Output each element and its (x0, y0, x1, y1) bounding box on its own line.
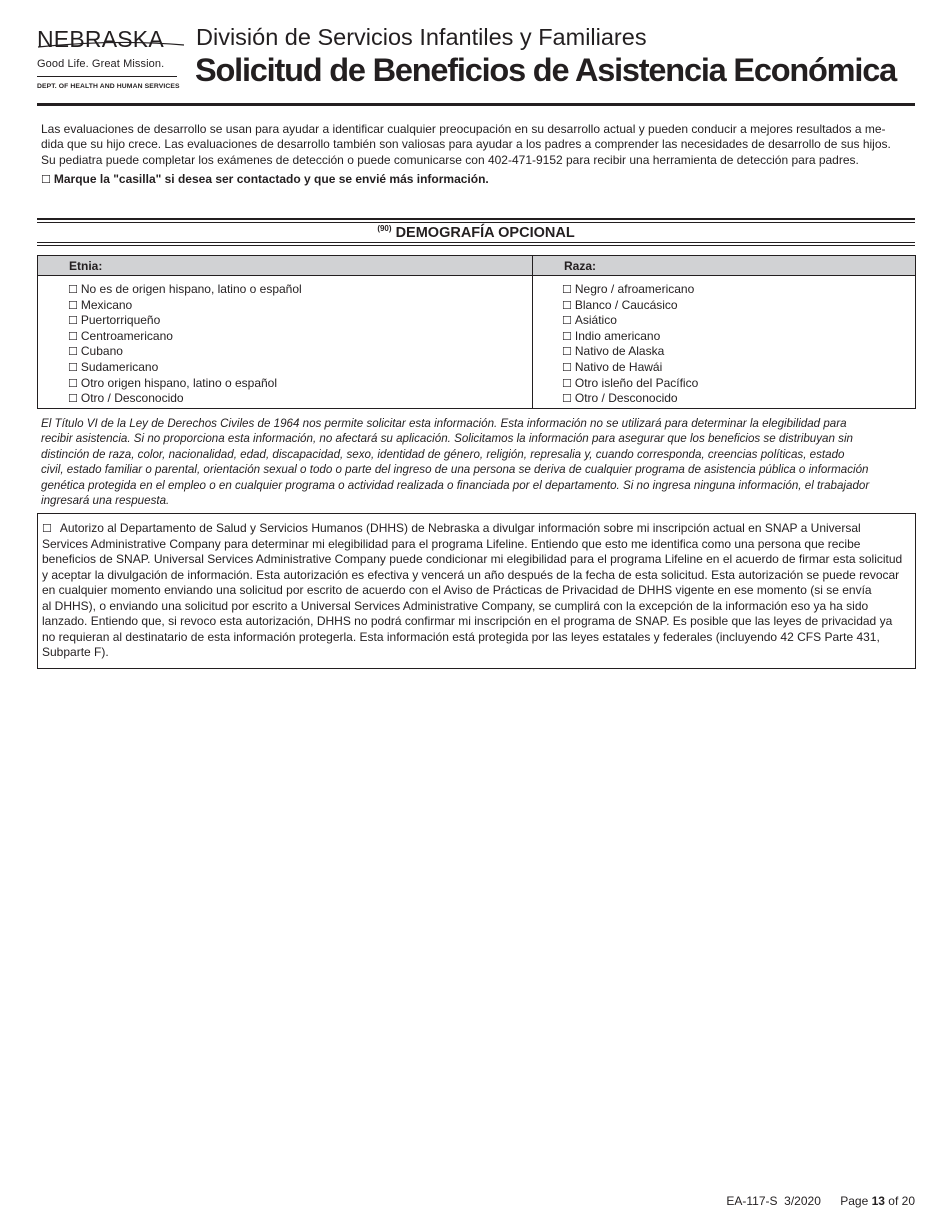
disclaimer-line: recibir asistencia. Si no proporciona esta información, no afectará su aplicación. Solicitamos la información para asegurar que los beneficios se distribuyan sin (41, 432, 853, 446)
page-header (37, 22, 915, 106)
authorization-line: Services Administrative Company para determinar mi elegibilidad para el programa Lifeline. Entiendo que esto me identifica como una persona que recibe (42, 536, 861, 551)
page-total: of 20 (888, 1194, 915, 1208)
checkbox[interactable]: ☐ (68, 298, 78, 312)
checkbox[interactable]: ☐ (562, 298, 572, 312)
checkbox[interactable]: ☐ (68, 283, 78, 296)
logo-tagline: Good Life. Great Mission. (37, 58, 165, 70)
option-label: Sudamericano (80, 359, 159, 374)
form-date: 3/2020 (784, 1194, 821, 1208)
authorization-line: al DHHS), o enviando una solicitud por escrito a Universal Services Administrative Company, se cumplirá con la excepción de la información eso ya ha sido (42, 598, 869, 613)
checkbox[interactable]: ☐ (68, 376, 78, 390)
option-label: Otro / Desconocido (574, 391, 678, 406)
option-label: Cubano (80, 344, 123, 359)
race-option[interactable] (562, 360, 698, 376)
option-label: Nativo de Hawái (574, 359, 663, 374)
checkbox[interactable]: ☐ (562, 376, 572, 390)
checkbox[interactable]: ☐ (68, 392, 78, 406)
disclaimer-line: civil, estado familiar o parental, orientación sexual o todo o parte del ingreso de una persona se deriva de cualquier programa de asistencia pública o información (41, 463, 869, 477)
race-option[interactable] (562, 313, 698, 329)
ethnicity-option[interactable] (68, 282, 302, 298)
race-option[interactable] (562, 344, 698, 360)
ethnicity-option[interactable] (68, 329, 302, 345)
authorization-line: Subparte F). (42, 645, 109, 659)
disclaimer-line: distinción de raza, color, nacionalidad, edad, discapacidad, sexo, identidad de género, religión, represalia y, cuando corresponda, creencias políticas, estado (41, 447, 845, 461)
ethnicity-option[interactable] (68, 344, 302, 360)
section-title (37, 224, 915, 241)
logo-divider (37, 76, 177, 77)
civil-rights-disclaimer (41, 416, 913, 508)
page-number: 13 (871, 1194, 885, 1208)
ethnicity-header: Etnia: (38, 256, 532, 276)
race-header: Raza: (532, 256, 915, 276)
ethnicity-option[interactable] (68, 313, 302, 329)
intro-line: Su pediatra puede completar los exámenes de detección o puede comunicarse con 402-471-9152 para recibir una herramienta de detección para padres. (41, 152, 859, 167)
checkbox[interactable]: ☐ (562, 283, 572, 296)
option-label: Blanco / Caucásico (574, 297, 678, 312)
page-prefix: Page (840, 1194, 869, 1208)
section-rule-bottom-thin (37, 245, 915, 246)
checkbox[interactable]: ☐ (68, 314, 78, 328)
authorization-line: y aceptar la divulgación de información. Esta autorización es efectiva y vencerá un año después de la fecha de esta solicitud. Esta autorización se puede revocar (42, 567, 900, 582)
option-label: Mexicano (80, 297, 133, 312)
option-label: Nativo de Alaska (574, 344, 665, 359)
form-id: EA-117-S (726, 1194, 778, 1208)
ethnicity-option[interactable] (68, 298, 302, 314)
contact-checkbox-row[interactable] (41, 172, 489, 186)
disclaimer-line: El Título VI de la Ley de Derechos Civiles de 1964 nos permite solicitar esta información. Esta información no se utilizará para determinar la elegibilidad para (41, 417, 847, 430)
intro-line: Las evaluaciones de desarrollo se usan para ayudar a identificar cualquier preocupación en su desarrollo actual y pueden conducir a mejores resultados a me- (41, 122, 886, 136)
authorization-text: Autorizo al Departamento de Salud y Servicios Humanos (DHHS) de Nebraska a divulgar información sobre mi inscripción actual en SNAP a Universal (59, 521, 861, 535)
ethnicity-option[interactable] (68, 376, 302, 392)
disclaimer-line: genética protegida en el empleo o en cualquier programa o actividad realizada o financiada por el departamento. Si no ingresa ninguna información, el trabajador (41, 478, 870, 492)
header-divider (37, 103, 915, 106)
column-divider (532, 276, 533, 409)
page-title: Solicitud de Beneficios de Asistencia Económica (195, 52, 896, 88)
intro-paragraph (41, 122, 911, 168)
division-name: División de Servicios Infantiles y Familiares (196, 24, 647, 50)
ethnicity-options (68, 282, 302, 407)
option-label: Negro / afroamericano (574, 282, 695, 296)
option-label: Otro / Desconocido (80, 391, 184, 406)
option-label: Otro isleño del Pacífico (574, 375, 699, 390)
nebraska-dhhs-logo (37, 26, 185, 96)
checkbox[interactable]: ☐ (562, 329, 572, 343)
option-label: Centroamericano (80, 328, 173, 343)
contact-checkbox-label: Marque la "casilla" si desea ser contactado y que se envié más información. (53, 172, 489, 186)
checkbox[interactable]: ☐ (562, 345, 572, 359)
disclaimer-line: ingresará una respuesta. (41, 494, 170, 508)
authorization-line: en cualquier momento enviando una solicitud por escrito de acuerdo con el Aviso de Prácticas de Privacidad de DHHS vigente en ese momento (si se envía (42, 583, 872, 597)
checkbox[interactable]: ☐ (68, 360, 78, 374)
option-label: Asiático (574, 313, 617, 328)
section-number: (90) (377, 224, 392, 233)
checkbox[interactable]: ☐ (562, 314, 572, 328)
option-label: Puertorriqueño (80, 313, 161, 328)
page-footer (726, 1194, 915, 1208)
contact-checkbox[interactable]: ☐ (41, 173, 51, 186)
option-label: No es de origen hispano, latino o español (80, 282, 302, 296)
race-option[interactable] (562, 329, 698, 345)
section-rule-top (37, 218, 915, 220)
option-label: Indio americano (574, 328, 661, 343)
checkbox[interactable]: ☐ (562, 360, 572, 374)
logo-wordmark: NEBRASKA (37, 26, 164, 52)
checkbox[interactable]: ☐ (562, 392, 572, 406)
checkbox[interactable]: ☐ (68, 345, 78, 359)
authorization-line: beneficios de SNAP. Universal Services Administrative Company puede condicionar mi elegibilidad para el programa Lifeline en el acuerdo de firmar esta solicitud (42, 552, 903, 566)
intro-line: dida que su hijo crece. Las evaluaciones de desarrollo también son valiosas para ayudar a los padres a comprender las necesidades de desarrollo de sus hijos. (41, 137, 891, 152)
logo-department: DEPT. OF HEALTH AND HUMAN SERVICES (37, 83, 180, 90)
section-title-text: DEMOGRAFÍA OPCIONAL (395, 225, 575, 241)
logo-swoosh-icon (37, 26, 187, 56)
race-option[interactable] (562, 282, 698, 298)
section-rule-bottom (37, 242, 915, 243)
authorization-line: lanzado. Entiendo que, si revoco esta autorización, DHHS no podrá confirmar mi inscripción en el programa de SNAP. Es posible que las leyes de privacidad ya (42, 614, 893, 628)
race-option[interactable] (562, 391, 698, 407)
checkbox[interactable]: ☐ (68, 329, 78, 343)
authorization-line (42, 521, 911, 537)
ethnicity-option[interactable] (68, 391, 302, 407)
section-rule-top-thin (37, 222, 915, 223)
ethnicity-option[interactable] (68, 360, 302, 376)
option-label: Otro origen hispano, latino o español (80, 375, 278, 390)
authorization-line: no requieran al destinatario de esta información protegerla. Esta información está protegida por las leyes estatales y federales (incluyendo 42 CFS Parte 431, (42, 629, 880, 644)
authorization-checkbox[interactable]: ☐ (42, 522, 52, 535)
race-options (562, 282, 698, 407)
race-option[interactable] (562, 298, 698, 314)
lifeline-authorization-box (37, 513, 916, 669)
race-option[interactable] (562, 376, 698, 392)
